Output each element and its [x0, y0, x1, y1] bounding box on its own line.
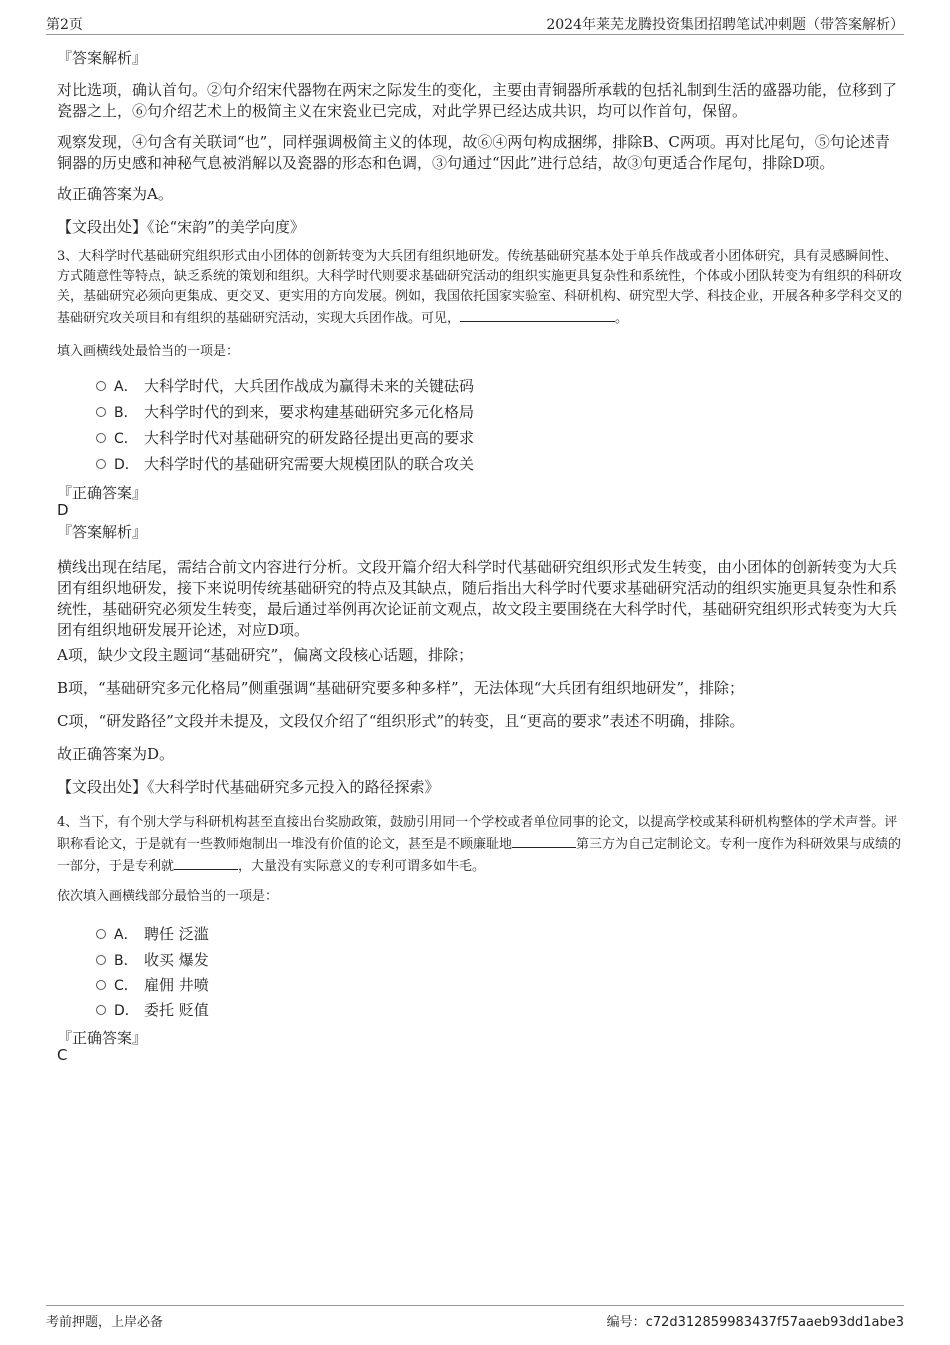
header-divider	[46, 34, 904, 35]
footer-code	[607, 1311, 904, 1330]
q4-option-c[interactable]: C． 雇佣 井喷	[96, 975, 209, 996]
q4-blank-2	[174, 855, 238, 870]
footer-code-value: c72d312859983437f57aaeb93dd1abe3	[645, 1315, 904, 1330]
q2-source: 【文段出处】《论“宋韵”的美学向度》	[57, 218, 305, 236]
q2-analysis-para2: 观察发现，④句含有关联词“也”，同样强调极简主义的体现，故⑥④两句构成捆绑，排除B、C两项。再对比尾句，⑤句论述青铜器的历史感和神秘气息被消解以及瓷器的形态和色调，③句通过“因此”进行总结，故③句更适合作尾句，排除D项。	[57, 133, 890, 172]
q2-analysis-para1: 对比选项，确认首句。②句介绍宋代器物在两宋之际发生的变化，主要由青铜器所承载的包括礼制到生活的盛器功能，位移到了瓷器之上，⑥句介绍艺术上的极简主义在宋瓷业已完成，对此学界已经达成共识，均可以作首句，保留。	[57, 81, 898, 120]
document-title: 2024年莱芜龙腾投资集团招聘笔试冲刺题（带答案解析）	[546, 17, 904, 33]
q3-option-d[interactable]: D． 大科学时代的基础研究需要大规模团队的联合攻关	[96, 454, 474, 475]
q2-analysis-conclusion: 故正确答案为A。	[57, 185, 173, 203]
radio-icon[interactable]	[96, 433, 106, 443]
q4-stem: 4、当下，有个别大学与科研机构甚至直接出台奖励政策，鼓励引用同一个学校或者单位同事的论文，以提高学校或某科研机构整体的学术声誉。评职称看论文，于是就有一些教师炮制出一堆没有价值的论文，甚至是不顾廉耻地 第三方为自己定制论文。专利一度作为科研效果与成绩的一部分，于是专利就 ，大量没有实际意义的专利可谓多如牛毛。	[57, 815, 902, 874]
footer-divider	[46, 1305, 904, 1306]
radio-icon[interactable]	[96, 1005, 106, 1015]
q4-option-b[interactable]: B． 收买 爆发	[96, 950, 209, 971]
q3-answer: D	[57, 501, 69, 519]
q3-stem: 3、大科学时代基础研究组织形式由小团体的创新转变为大兵团有组织地研发。传统基础研究基本处于单兵作战或者小团体研究，具有灵感瞬间性、方式随意性等特点，缺乏系统的策划和组织。大科学时代则要求基础研究活动的组织实施更具复杂性和系统性，个体或小团队转变为有组织的科研攻关，基础研究必须向更集成、更交叉、更实用的方向发展。例如，我国依托国家实验室、科研机构、研究型大学、科技企业，开展各种多学科交叉的基础研究攻关项目和有组织的基础研究活动，实现大兵团作战。可见， 。	[57, 249, 903, 326]
q3-analysis-para4: C项，“研发路径”文段并未提及，文段仅介绍了“组织形式”的转变，且“更高的要求”表述不明确，排除。	[57, 712, 745, 730]
q4-blank-1	[512, 833, 576, 848]
q3-prompt: 填入画横线处最恰当的一项是：	[57, 344, 240, 359]
q3-source: 【文段出处】《大科学时代基础研究多元投入的路径探索》	[57, 778, 440, 796]
q3-option-b[interactable]: B． 大科学时代的到来，要求构建基础研究多元化格局	[96, 402, 474, 423]
q3-analysis-para1: 横线出现在结尾，需结合前文内容进行分析。文段开篇介绍大科学时代基础研究组织形式发生转变，由小团体的创新转变为大兵团有组织地研发，接下来说明传统基础研究的特点及其缺点，随后指出大科学时代要求基础研究活动的组织实施更具复杂性和系统性，基础研究必须发生转变，最后通过举例再次论证前文观点，故文段主要围绕在大科学时代，基础研究组织形式转变为大兵团有组织地研发展开论述，对应D项。	[57, 558, 898, 639]
radio-icon[interactable]	[96, 980, 106, 990]
radio-icon[interactable]	[96, 459, 106, 469]
radio-icon[interactable]	[96, 381, 106, 391]
q3-answer-label: 『正确答案』	[57, 484, 148, 502]
q3-analysis-para2: A项，缺少文段主题词“基础研究”，偏离文段核心话题，排除；	[57, 646, 474, 664]
q3-option-a[interactable]: A． 大科学时代，大兵团作战成为赢得未来的关键砝码	[96, 376, 474, 397]
radio-icon[interactable]	[96, 407, 106, 417]
q4-prompt: 依次填入画横线部分最恰当的一项是：	[57, 889, 279, 904]
q4-answer: C	[57, 1046, 68, 1064]
page-header	[46, 14, 904, 34]
radio-icon[interactable]	[96, 955, 106, 965]
radio-icon[interactable]	[96, 929, 106, 939]
q2-analysis-label: 『答案解析』	[57, 49, 148, 67]
q4-answer-label: 『正确答案』	[57, 1029, 148, 1047]
q3-blank	[460, 307, 615, 322]
q3-analysis-label: 『答案解析』	[57, 523, 148, 541]
footer-code-label: 编号：	[606, 1315, 646, 1330]
q3-analysis-para3: B项，“基础研究多元化格局”侧重强调“基础研究要多种多样”，无法体现“大兵团有组织地研发”，排除；	[57, 679, 745, 697]
footer-slogan: 考前押题，上岸必备	[46, 1315, 164, 1330]
q3-analysis-conclusion: 故正确答案为D。	[57, 745, 175, 763]
page-number: 第2页	[46, 17, 83, 33]
q3-option-c[interactable]: C． 大科学时代对基础研究的研发路径提出更高的要求	[96, 428, 474, 449]
page-footer	[46, 1311, 904, 1331]
q4-option-a[interactable]: A． 聘任 泛滥	[96, 924, 209, 945]
q4-option-d[interactable]: D． 委托 贬值	[96, 1000, 209, 1021]
